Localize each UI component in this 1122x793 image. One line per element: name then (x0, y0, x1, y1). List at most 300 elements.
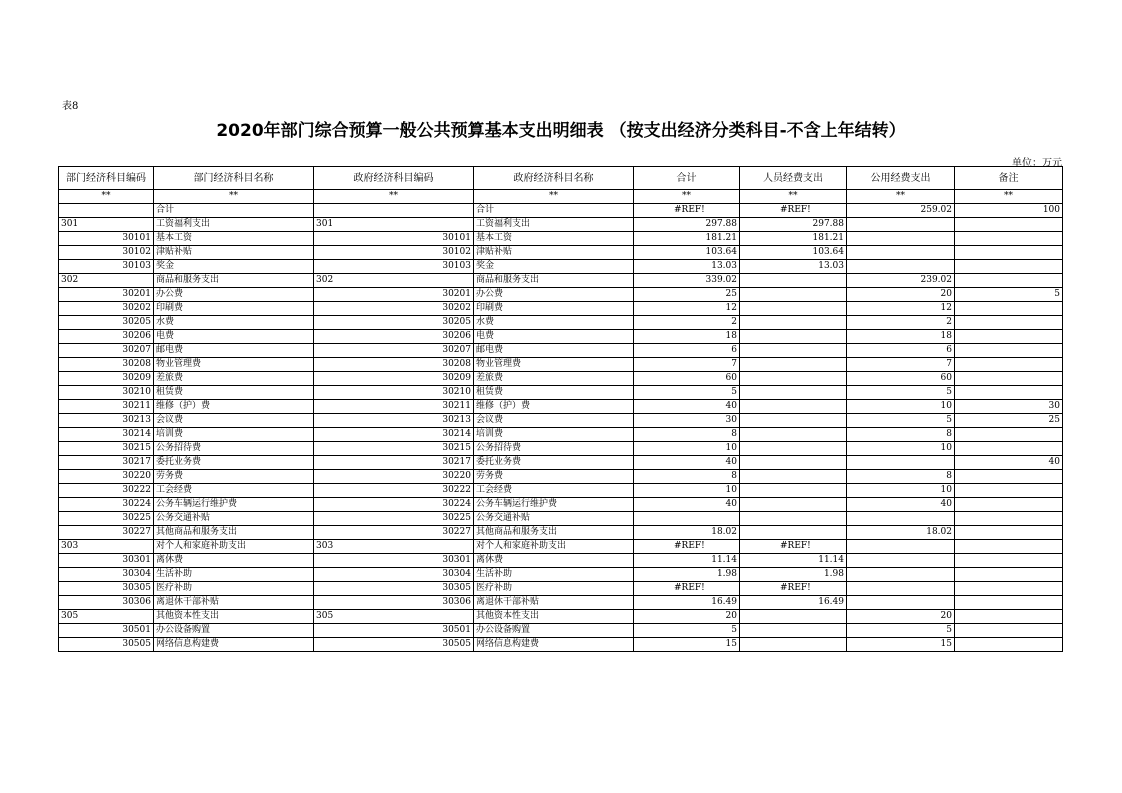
personnel-cell (740, 274, 847, 288)
star-cell: ** (634, 190, 740, 204)
public-cell: 259.02 (847, 204, 955, 218)
star-cell: ** (59, 190, 154, 204)
public-cell (847, 456, 955, 470)
public-cell: 6 (847, 344, 955, 358)
table-row (59, 414, 1063, 428)
remark-cell: 40 (955, 456, 1063, 470)
table-row (59, 596, 1063, 610)
dept-name-cell: 商品和服务支出 (154, 274, 314, 288)
remark-cell (955, 512, 1063, 526)
public-cell: 20 (847, 288, 955, 302)
dept-name-cell: 公务车辆运行维护费 (154, 498, 314, 512)
personnel-cell (740, 400, 847, 414)
table-row (59, 484, 1063, 498)
dept-name-cell: 公务交通补贴 (154, 512, 314, 526)
table-row (59, 428, 1063, 442)
header-cell: 政府经济科目编码 (314, 167, 474, 190)
personnel-cell (740, 526, 847, 540)
remark-cell (955, 372, 1063, 386)
table-row (59, 526, 1063, 540)
star-cell: ** (740, 190, 847, 204)
table-row (59, 442, 1063, 456)
table-row (59, 456, 1063, 470)
total-cell: 16.49 (634, 596, 740, 610)
public-cell: 18 (847, 330, 955, 344)
personnel-cell (740, 288, 847, 302)
remark-cell (955, 638, 1063, 652)
public-cell: 18.02 (847, 526, 955, 540)
dept-code-cell: 30103 (59, 260, 154, 274)
table-row (59, 512, 1063, 526)
gov-name-cell: 物业管理费 (474, 358, 634, 372)
dept-code-cell (59, 204, 154, 218)
public-cell: 8 (847, 470, 955, 484)
dept-code-cell: 302 (59, 274, 154, 288)
dept-name-cell: 生活补助 (154, 568, 314, 582)
personnel-cell (740, 316, 847, 330)
table-row (59, 330, 1063, 344)
personnel-cell (740, 372, 847, 386)
dept-code-cell: 30102 (59, 246, 154, 260)
total-cell: #REF! (634, 582, 740, 596)
remark-cell: 30 (955, 400, 1063, 414)
remark-cell (955, 232, 1063, 246)
gov-code-cell: 30214 (314, 428, 474, 442)
gov-name-cell: 维修（护）费 (474, 400, 634, 414)
dept-code-cell: 301 (59, 218, 154, 232)
remark-cell (955, 316, 1063, 330)
remark-cell: 100 (955, 204, 1063, 218)
remark-cell (955, 540, 1063, 554)
personnel-cell: 13.03 (740, 260, 847, 274)
dept-name-cell: 差旅费 (154, 372, 314, 386)
gov-name-cell: 公务招待费 (474, 442, 634, 456)
gov-name-cell: 合计 (474, 204, 634, 218)
public-cell (847, 554, 955, 568)
table-row (59, 232, 1063, 246)
table-row (59, 288, 1063, 302)
dept-name-cell: 委托业务费 (154, 456, 314, 470)
gov-name-cell: 差旅费 (474, 372, 634, 386)
total-cell: 13.03 (634, 260, 740, 274)
total-cell: 20 (634, 610, 740, 624)
gov-code-cell: 30305 (314, 582, 474, 596)
dept-code-cell: 30208 (59, 358, 154, 372)
dept-code-cell: 305 (59, 610, 154, 624)
star-cell: ** (474, 190, 634, 204)
gov-code-cell: 30202 (314, 302, 474, 316)
total-cell: 1.98 (634, 568, 740, 582)
total-cell: 7 (634, 358, 740, 372)
table-row (59, 540, 1063, 554)
dept-code-cell: 30224 (59, 498, 154, 512)
public-cell: 15 (847, 638, 955, 652)
dept-name-cell: 印刷费 (154, 302, 314, 316)
public-cell: 60 (847, 372, 955, 386)
dept-name-cell: 离休费 (154, 554, 314, 568)
personnel-cell (740, 442, 847, 456)
remark-cell (955, 330, 1063, 344)
table-row (59, 610, 1063, 624)
star-cell: ** (955, 190, 1063, 204)
header-cell: 公用经费支出 (847, 167, 955, 190)
table-row (59, 470, 1063, 484)
public-cell (847, 512, 955, 526)
public-cell: 5 (847, 386, 955, 400)
gov-name-cell: 工资福利支出 (474, 218, 634, 232)
gov-code-cell: 30205 (314, 316, 474, 330)
public-cell (847, 568, 955, 582)
total-cell: 40 (634, 498, 740, 512)
dept-code-cell: 30205 (59, 316, 154, 330)
table-row (59, 260, 1063, 274)
total-cell: 8 (634, 470, 740, 484)
total-cell: 60 (634, 372, 740, 386)
header-cell: 合计 (634, 167, 740, 190)
remark-cell (955, 484, 1063, 498)
table-row (59, 274, 1063, 288)
gov-name-cell: 其他商品和服务支出 (474, 526, 634, 540)
dept-name-cell: 租赁费 (154, 386, 314, 400)
dept-code-cell: 30222 (59, 484, 154, 498)
gov-code-cell: 30301 (314, 554, 474, 568)
gov-code-cell: 30505 (314, 638, 474, 652)
personnel-cell (740, 498, 847, 512)
dept-name-cell: 网络信息构建费 (154, 638, 314, 652)
remark-cell (955, 218, 1063, 232)
remark-cell (955, 274, 1063, 288)
dept-name-cell: 办公费 (154, 288, 314, 302)
dept-code-cell: 30207 (59, 344, 154, 358)
dept-code-cell: 30209 (59, 372, 154, 386)
table-row (59, 386, 1063, 400)
dept-code-cell: 30206 (59, 330, 154, 344)
remark-cell (955, 498, 1063, 512)
gov-code-cell: 30210 (314, 386, 474, 400)
gov-name-cell: 会议费 (474, 414, 634, 428)
table-row (59, 316, 1063, 330)
total-cell: 181.21 (634, 232, 740, 246)
personnel-cell: 297.88 (740, 218, 847, 232)
public-cell: 7 (847, 358, 955, 372)
total-cell: 10 (634, 442, 740, 456)
dept-code-cell: 30220 (59, 470, 154, 484)
header-cell: 政府经济科目名称 (474, 167, 634, 190)
gov-code-cell: 30306 (314, 596, 474, 610)
total-cell: 103.64 (634, 246, 740, 260)
dept-name-cell: 维修（护）费 (154, 400, 314, 414)
public-cell: 20 (847, 610, 955, 624)
personnel-cell: #REF! (740, 204, 847, 218)
dept-name-cell: 培训费 (154, 428, 314, 442)
gov-name-cell: 生活补助 (474, 568, 634, 582)
gov-code-cell (314, 204, 474, 218)
dept-name-cell: 公务招待费 (154, 442, 314, 456)
total-cell: 10 (634, 484, 740, 498)
dept-code-cell: 30304 (59, 568, 154, 582)
public-cell: 40 (847, 498, 955, 512)
public-cell: 10 (847, 400, 955, 414)
remark-cell (955, 386, 1063, 400)
dept-code-cell: 30210 (59, 386, 154, 400)
table-row (59, 344, 1063, 358)
remark-cell (955, 582, 1063, 596)
remark-cell (955, 596, 1063, 610)
table-row (59, 358, 1063, 372)
personnel-cell (740, 484, 847, 498)
dept-code-cell: 30214 (59, 428, 154, 442)
dept-code-cell: 30505 (59, 638, 154, 652)
gov-code-cell: 30207 (314, 344, 474, 358)
gov-name-cell: 办公费 (474, 288, 634, 302)
gov-name-cell: 其他资本性支出 (474, 610, 634, 624)
personnel-cell (740, 624, 847, 638)
dept-name-cell: 津贴补贴 (154, 246, 314, 260)
table-row (59, 638, 1063, 652)
remark-cell (955, 568, 1063, 582)
table-tag: 表8 (62, 101, 79, 112)
gov-name-cell: 培训费 (474, 428, 634, 442)
dept-code-cell: 30306 (59, 596, 154, 610)
dept-name-cell: 工会经费 (154, 484, 314, 498)
remark-cell (955, 554, 1063, 568)
personnel-cell (740, 344, 847, 358)
personnel-cell (740, 456, 847, 470)
total-cell: 8 (634, 428, 740, 442)
gov-name-cell: 劳务费 (474, 470, 634, 484)
dept-name-cell: 工资福利支出 (154, 218, 314, 232)
remark-cell (955, 624, 1063, 638)
total-cell: 40 (634, 456, 740, 470)
table-row (59, 302, 1063, 316)
header-row (59, 167, 1063, 190)
total-cell: 15 (634, 638, 740, 652)
dept-code-cell: 30217 (59, 456, 154, 470)
remark-cell (955, 260, 1063, 274)
dept-code-cell: 30305 (59, 582, 154, 596)
gov-name-cell: 离休费 (474, 554, 634, 568)
table-row (59, 218, 1063, 232)
dept-name-cell: 奖金 (154, 260, 314, 274)
public-cell: 5 (847, 624, 955, 638)
public-cell: 10 (847, 484, 955, 498)
remark-cell (955, 442, 1063, 456)
public-cell (847, 260, 955, 274)
total-cell: 5 (634, 386, 740, 400)
table-row (59, 498, 1063, 512)
personnel-cell: 103.64 (740, 246, 847, 260)
personnel-cell: 11.14 (740, 554, 847, 568)
gov-code-cell: 30201 (314, 288, 474, 302)
remark-cell: 5 (955, 288, 1063, 302)
gov-code-cell: 30209 (314, 372, 474, 386)
personnel-cell (740, 428, 847, 442)
dept-name-cell: 其他资本性支出 (154, 610, 314, 624)
dept-code-cell: 30501 (59, 624, 154, 638)
gov-code-cell: 30227 (314, 526, 474, 540)
star-cell: ** (847, 190, 955, 204)
dept-name-cell: 医疗补助 (154, 582, 314, 596)
gov-name-cell: 津贴补贴 (474, 246, 634, 260)
gov-code-cell: 301 (314, 218, 474, 232)
dept-code-cell: 30201 (59, 288, 154, 302)
gov-name-cell: 租赁费 (474, 386, 634, 400)
total-cell: 5 (634, 624, 740, 638)
gov-name-cell: 商品和服务支出 (474, 274, 634, 288)
public-cell: 2 (847, 316, 955, 330)
gov-name-cell: 公务车辆运行维护费 (474, 498, 634, 512)
personnel-cell (740, 330, 847, 344)
total-cell: 2 (634, 316, 740, 330)
public-cell: 12 (847, 302, 955, 316)
public-cell: 8 (847, 428, 955, 442)
gov-code-cell: 30501 (314, 624, 474, 638)
gov-code-cell: 30215 (314, 442, 474, 456)
remark-cell (955, 246, 1063, 260)
dept-code-cell: 30225 (59, 512, 154, 526)
header-cell: 备注 (955, 167, 1063, 190)
public-cell: 239.02 (847, 274, 955, 288)
gov-code-cell: 30213 (314, 414, 474, 428)
public-cell (847, 540, 955, 554)
remark-cell (955, 358, 1063, 372)
personnel-cell (740, 638, 847, 652)
table-row (59, 204, 1063, 218)
gov-code-cell: 30206 (314, 330, 474, 344)
personnel-cell (740, 470, 847, 484)
personnel-cell: 1.98 (740, 568, 847, 582)
table-row (59, 554, 1063, 568)
dept-name-cell: 电费 (154, 330, 314, 344)
gov-name-cell: 工会经费 (474, 484, 634, 498)
personnel-cell: #REF! (740, 582, 847, 596)
remark-cell: 25 (955, 414, 1063, 428)
dept-name-cell: 办公设备购置 (154, 624, 314, 638)
gov-name-cell: 印刷费 (474, 302, 634, 316)
total-cell: 12 (634, 302, 740, 316)
gov-code-cell: 30101 (314, 232, 474, 246)
total-cell (634, 512, 740, 526)
gov-code-cell: 303 (314, 540, 474, 554)
dept-code-cell: 30101 (59, 232, 154, 246)
public-cell (847, 246, 955, 260)
personnel-cell: #REF! (740, 540, 847, 554)
gov-name-cell: 奖金 (474, 260, 634, 274)
total-cell: #REF! (634, 540, 740, 554)
gov-code-cell: 30304 (314, 568, 474, 582)
gov-code-cell: 30103 (314, 260, 474, 274)
personnel-cell (740, 386, 847, 400)
total-cell: 18.02 (634, 526, 740, 540)
total-cell: 30 (634, 414, 740, 428)
gov-name-cell: 网络信息构建费 (474, 638, 634, 652)
remark-cell (955, 610, 1063, 624)
table-row (59, 400, 1063, 414)
gov-code-cell: 302 (314, 274, 474, 288)
dept-code-cell: 30202 (59, 302, 154, 316)
gov-code-cell: 30211 (314, 400, 474, 414)
header-cell: 部门经济科目编码 (59, 167, 154, 190)
total-cell: 297.88 (634, 218, 740, 232)
gov-code-cell: 30225 (314, 512, 474, 526)
gov-code-cell: 30217 (314, 456, 474, 470)
gov-name-cell: 对个人和家庭补助支出 (474, 540, 634, 554)
dept-code-cell: 30301 (59, 554, 154, 568)
gov-code-cell: 30220 (314, 470, 474, 484)
public-cell (847, 582, 955, 596)
star-cell: ** (314, 190, 474, 204)
remark-cell (955, 470, 1063, 484)
personnel-cell (740, 512, 847, 526)
dept-name-cell: 离退休干部补贴 (154, 596, 314, 610)
gov-code-cell: 30224 (314, 498, 474, 512)
dept-name-cell: 会议费 (154, 414, 314, 428)
header-cell: 人员经费支出 (740, 167, 847, 190)
dept-name-cell: 邮电费 (154, 344, 314, 358)
gov-name-cell: 委托业务费 (474, 456, 634, 470)
gov-name-cell: 离退休干部补贴 (474, 596, 634, 610)
public-cell (847, 218, 955, 232)
budget-table (58, 166, 1063, 652)
dept-name-cell: 基本工资 (154, 232, 314, 246)
dept-name-cell: 水费 (154, 316, 314, 330)
unit-label: 单位：万元 (1012, 158, 1062, 169)
total-cell: 18 (634, 330, 740, 344)
personnel-cell (740, 302, 847, 316)
dept-name-cell: 劳务费 (154, 470, 314, 484)
gov-name-cell: 办公设备购置 (474, 624, 634, 638)
personnel-cell: 181.21 (740, 232, 847, 246)
personnel-cell (740, 358, 847, 372)
total-cell: 6 (634, 344, 740, 358)
total-cell: 339.02 (634, 274, 740, 288)
dept-code-cell: 30227 (59, 526, 154, 540)
dept-name-cell: 对个人和家庭补助支出 (154, 540, 314, 554)
public-cell: 10 (847, 442, 955, 456)
page-title: 2020年部门综合预算一般公共预算基本支出明细表 （按支出经济分类科目-不含上年结转） (216, 121, 906, 141)
personnel-cell: 16.49 (740, 596, 847, 610)
table-row (59, 372, 1063, 386)
gov-name-cell: 水费 (474, 316, 634, 330)
table-row (59, 582, 1063, 596)
gov-name-cell: 基本工资 (474, 232, 634, 246)
dept-name-cell: 物业管理费 (154, 358, 314, 372)
gov-code-cell: 30102 (314, 246, 474, 260)
gov-name-cell: 医疗补助 (474, 582, 634, 596)
remark-cell (955, 526, 1063, 540)
star-cell: ** (154, 190, 314, 204)
personnel-cell (740, 414, 847, 428)
gov-code-cell: 30222 (314, 484, 474, 498)
gov-name-cell: 公务交通补贴 (474, 512, 634, 526)
gov-name-cell: 邮电费 (474, 344, 634, 358)
remark-cell (955, 428, 1063, 442)
total-cell: 11.14 (634, 554, 740, 568)
public-cell (847, 596, 955, 610)
total-cell: 40 (634, 400, 740, 414)
header-cell: 部门经济科目名称 (154, 167, 314, 190)
dept-name-cell: 其他商品和服务支出 (154, 526, 314, 540)
dept-code-cell: 30215 (59, 442, 154, 456)
public-cell (847, 232, 955, 246)
table-row (59, 624, 1063, 638)
table-row (59, 246, 1063, 260)
table-row (59, 568, 1063, 582)
total-cell: 25 (634, 288, 740, 302)
star-row (59, 190, 1063, 204)
gov-code-cell: 305 (314, 610, 474, 624)
total-cell: #REF! (634, 204, 740, 218)
